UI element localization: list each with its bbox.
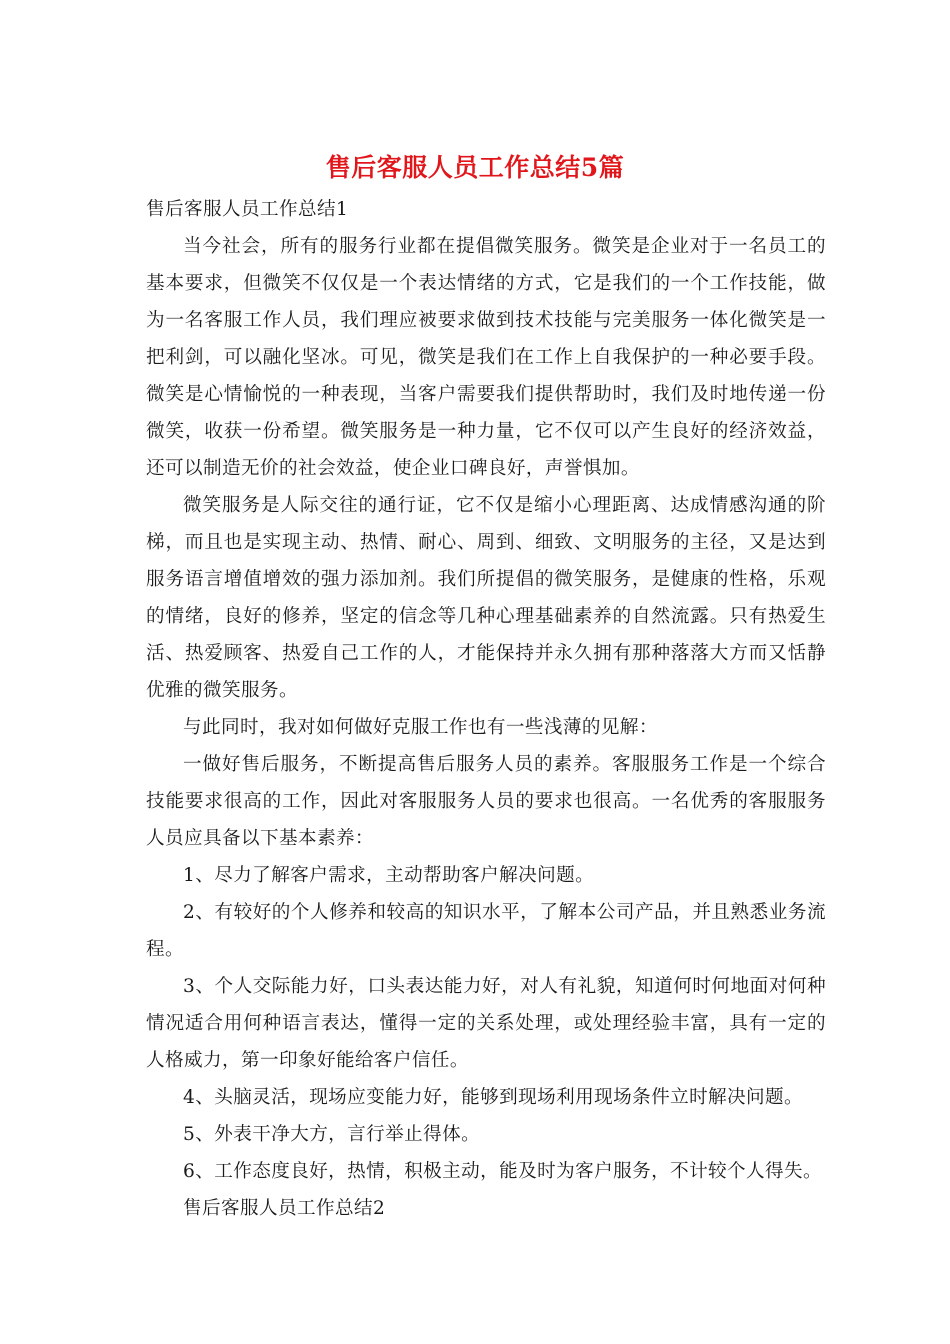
list-item: 4、头脑灵活，现场应变能力好，能够到现场利用现场条件立时解决问题。 (183, 1087, 804, 1108)
list-item: 2、有较好的个人修养和较高的知识水平，了解本公司产品，并且熟悉业务流程。 (146, 902, 826, 960)
paragraph: 当今社会，所有的服务行业都在提倡微笑服务。微笑是企业对于一名员工的基本要求，但微笑不仅仅是一个表达情绪的方式，它是我们的一个工作技能，做为一名客服工作人员，我们理应被要求做到技术技能与完美服务一体化微笑是一把利剑，可以融化坚冰。可见，微笑是我们在工作上自我保护的一种必要手段。微笑是心情愉悦的一种表现，当客户需要我们提供帮助时，我们及时地传递一份微笑，收获一份希望。微笑服务是一种力量，它不仅可以产生良好的经济效益，还可以制造无价的社会效益，使企业口碑良好，声誉惧加。 (146, 236, 826, 479)
paragraph: 微笑服务是人际交往的通行证，它不仅是缩小心理距离、达成情感沟通的阶梯，而且也是实现主动、热情、耐心、周到、细致、文明服务的主径，又是达到服务语言增值增效的强力添加剂。我们所提倡的微笑服务，是健康的性格，乐观的情绪，良好的修养，坚定的信念等几种心理基础素养的自然流露。只有热爱生活、热爱顾客、热爱自己工作的人，才能保持并永久拥有那种落落大方而又恬静优雅的微笑服务。 (146, 495, 826, 701)
document-body (146, 191, 826, 1227)
list-item: 1、尽力了解客户需求，主动帮助客户解决问题。 (183, 865, 595, 886)
section-heading-2: 售后客服人员工作总结2 (183, 1198, 386, 1219)
paragraph: 与此同时，我对如何做好克服工作也有一些浅薄的见解： (183, 717, 658, 738)
section-heading-1: 售后客服人员工作总结1 (146, 199, 349, 220)
paragraph: 一做好售后服务，不断提高售后服务人员的素养。客服服务工作是一个综合技能要求很高的工作，因此对客服服务人员的要求也很高。一名优秀的客服服务人员应具备以下基本素养： (146, 754, 826, 849)
document-title: 售后客服人员工作总结5篇 (325, 153, 625, 182)
list-item: 6、工作态度良好，热情，积极主动，能及时为客户服务，不计较个人得失。 (183, 1161, 823, 1182)
list-item: 5、外表干净大方，言行举止得体。 (183, 1124, 481, 1145)
list-item: 3、个人交际能力好，口头表达能力好，对人有礼貌，知道何时何地面对何种情况适合用何种语言表达，懂得一定的关系处理，或处理经验丰富，具有一定的人格威力，第一印象好能给客户信任。 (146, 976, 826, 1071)
